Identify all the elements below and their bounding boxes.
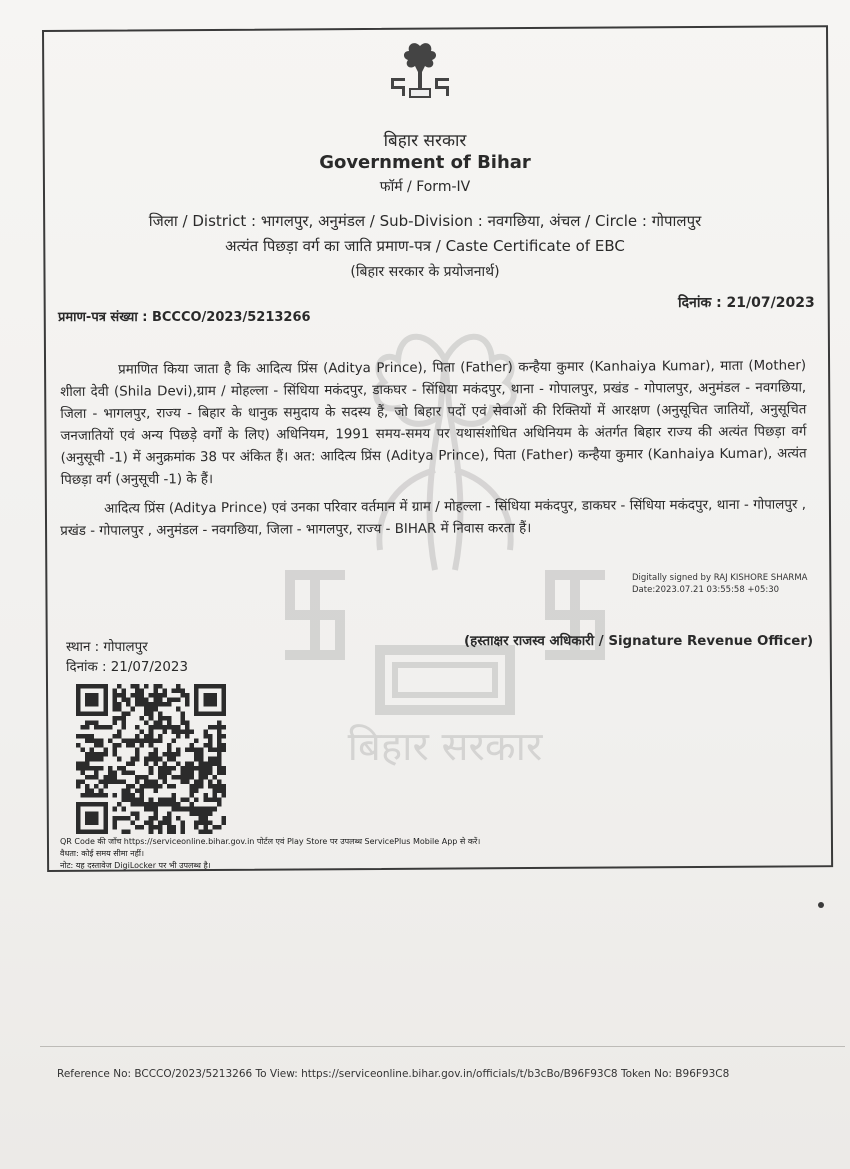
footer-date: दिनांक : 21/07/2023 [66, 660, 188, 675]
issue-date: दिनांक : 21/07/2023 [678, 295, 815, 311]
reference-line: Reference No: BCCCO/2023/5213266 To View: https://serviceonline.bihar.gov.in/officials/t/b3cBo/B96F93C8 Token No: B96F93C8 [57, 1068, 730, 1080]
place-date-block [66, 638, 188, 678]
signature-label: (हस्ताक्षर राजस्व अधिकारी / Signature Revenue Officer) [464, 634, 814, 649]
place: स्थान : गोपालपुर [66, 640, 148, 655]
government-title: Government of Bihar [319, 152, 531, 173]
watermark-text: बिहार सरकार [347, 724, 543, 770]
bihar-emblem-icon [387, 42, 453, 104]
qr-note-validity: वैधता: कोई समय सीमा नहीं। [60, 849, 144, 858]
qr-note-verify: QR Code की जाँच https://serviceonline.bihar.gov.in पोर्टल एवं Play Store पर उपलब्ध ServicePlus Mobile App से करें। [60, 837, 481, 846]
qr-notes [60, 836, 480, 872]
certificate-number: प्रमाण-पत्र संख्या : BCCCO/2023/5213266 [58, 310, 311, 325]
paper-speck [818, 902, 824, 908]
digital-signature-signer: Digitally signed by RAJ KISHORE SHARMA [632, 573, 808, 583]
footer-divider [40, 1046, 845, 1047]
certificate-purpose: (बिहार सरकार के प्रयोजनार्थ) [350, 264, 500, 280]
qr-code[interactable] [76, 684, 226, 834]
state-name-hindi: बिहार सरकार [383, 131, 467, 151]
certificate-title: अत्यंत पिछड़ा वर्ग का जाति प्रमाण-पत्र / Caste Certificate of EBC [225, 237, 625, 255]
qr-note-digilocker: नोट: यह दस्तावेज DigiLocker पर भी उपलब्ध है। [60, 861, 211, 870]
district-line: जिला / District : भागलपुर, अनुमंडल / Sub-Division : नवगछिया, अंचल / Circle : गोपालपुर [148, 212, 702, 230]
certificate-paragraph-2: आदित्य प्रिंस (Aditya Prince) एवं उनका परिवार वर्तमान में ग्राम / मोहल्ला - सिंधिया मकंदपुर, डाकघर - सिंधिया मकंदपुर, थाना - गोपालपुर , प्रखंड - गोपालपुर , अनुमंडल - नवगछिया, जिला - भागलपुर, राज्य - BIHAR में निवास करता हैं। [60, 497, 807, 539]
digital-signature [632, 572, 807, 596]
form-number: फॉर्म / Form-IV [379, 179, 471, 195]
certificate-paragraph-1: प्रमाणित किया जाता है कि आदित्य प्रिंस (Aditya Prince), पिता (Father) कन्हैया कुमार (Kanhaiya Kumar), माता (Mother) शीला देवी (Shila Devi),ग्राम / मोहल्ला - सिंधिया मकंदपुर, डाकघर - सिंधिया मकंदपुर, थाना - गोपालपुर, प्रखंड - गोपालपुर, अनुमंडल - नवगछिया, जिला - भागलपुर, राज्य - बिहार के धानुक समुदाय के सदस्य हैं, जो बिहार पदों एवं सेवाओं की रिक्तियों में आरक्षण (अनुसूचित जातियों, अनुसूचित जनजातियों एवं अन्य पिछड़े वर्गों के लिए) अधिनियम, 1991 समय-समय पर यथासंशोधित अधिनियम के अंतर्गत बिहार राज्य की अत्यंत पिछड़ा वर्ग (अनुसूची -1) में अनुक्रमांक 38 पर अंकित हैं। अत: आदित्य प्रिंस (Aditya Prince), पिता (Father) कन्हैया कुमार (Kanhaiya Kumar), अत्यंत पिछड़ा वर्ग (अनुसूची -1) के हैं। [60, 358, 807, 488]
digital-signature-date: Date:2023.07.21 03:55:58 +05:30 [632, 585, 780, 595]
